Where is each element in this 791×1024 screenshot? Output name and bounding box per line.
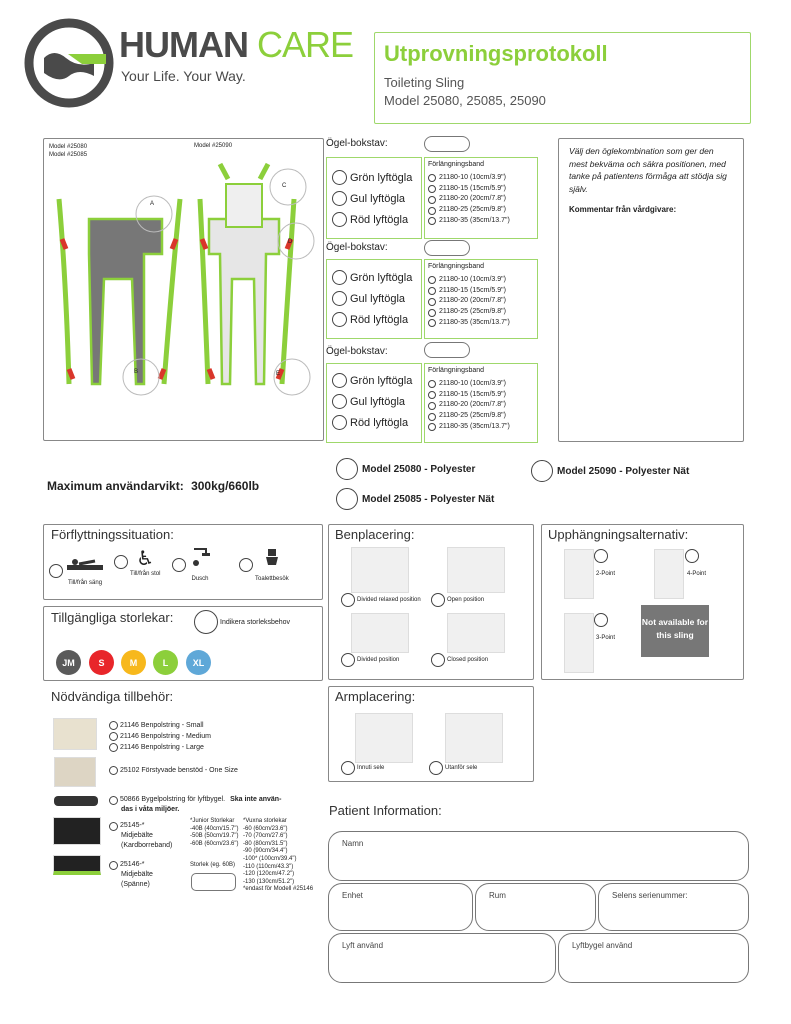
- bed-icon: [65, 555, 105, 575]
- ext-option[interactable]: 21180-10 (10cm/3.9"): [428, 275, 537, 286]
- loop-letter-label: Ögel-bokstav:: [326, 346, 388, 357]
- radio[interactable]: [332, 212, 347, 227]
- brand-human: HUMAN: [119, 24, 248, 65]
- leg-support-illustration: [54, 757, 96, 787]
- suspension-section: [541, 524, 744, 680]
- ext-option[interactable]: 21180-25 (25cm/9.8"): [428, 205, 537, 216]
- two-point-illustration: [564, 549, 594, 599]
- radio[interactable]: [332, 291, 347, 306]
- accessories-title: Nödvändiga tillbehör:: [51, 689, 174, 704]
- belt-velcro-option[interactable]: 25145-* Midjebälte (Kardborreband): [109, 821, 172, 851]
- belt-buckle-illustration: [53, 855, 101, 875]
- model-option-25085[interactable]: Model 25085 - Polyester Nät: [336, 488, 494, 510]
- loop-letter-c: C: [282, 183, 287, 189]
- loop-letter-label: Ögel-bokstav:: [326, 242, 388, 253]
- two-point-label: 2-Point: [596, 571, 616, 577]
- ext-title: Förlängningsband: [428, 263, 485, 270]
- four-point-label: 4-Point: [687, 571, 707, 577]
- patient-name-field[interactable]: Namn: [328, 831, 749, 881]
- ext-option[interactable]: 21180-25 (25cm/9.8"): [428, 411, 537, 422]
- arm-option-inside[interactable]: Innuti sele: [341, 761, 384, 775]
- model-option-25090[interactable]: Model 25090 - Polyester Nät: [531, 460, 689, 482]
- ext-option[interactable]: 21180-35 (35cm/13.7"): [428, 216, 537, 227]
- leg-option-closed[interactable]: Closed position: [431, 653, 488, 667]
- sizes-section: [43, 606, 323, 681]
- brand-care: CARE: [257, 24, 354, 65]
- bar-pad-warning: das i våta miljöer.: [121, 806, 180, 813]
- page-subtitle: Toileting Sling: [384, 75, 465, 90]
- sling-drawings-icon: [44, 159, 323, 439]
- radio[interactable]: [332, 270, 347, 285]
- ext-option[interactable]: 21180-10 (10cm/3.9"): [428, 379, 537, 390]
- transfer-section: [43, 524, 323, 600]
- loop-letter-d: D: [288, 239, 293, 245]
- ext-option[interactable]: 21180-25 (25cm/9.8"): [428, 307, 537, 318]
- option-green-loop[interactable]: Grön lyftögla: [332, 370, 421, 391]
- logo-mark-icon: [24, 18, 114, 108]
- diagram-label-right: Model #25090: [194, 143, 233, 149]
- leg-section: [328, 524, 534, 680]
- ext-option[interactable]: 21180-20 (20cm/7.8"): [428, 296, 537, 307]
- ext-option[interactable]: 21180-20 (20cm/7.8"): [428, 194, 537, 205]
- radio[interactable]: [332, 170, 347, 185]
- size-m[interactable]: M: [121, 650, 146, 675]
- arm-option-outside[interactable]: Utanför sele: [429, 761, 477, 775]
- arm-inside-illustration: [355, 713, 413, 763]
- size-jm[interactable]: JM: [56, 650, 81, 675]
- size-eg-label: Storlek (eg. 60B): [190, 862, 236, 868]
- loop-letter-input[interactable]: [424, 136, 470, 152]
- ext-option[interactable]: 21180-10 (10cm/3.9"): [428, 173, 537, 184]
- patient-title: Patient Information:: [329, 803, 442, 818]
- sizes-title: Tillgängliga storlekar:: [51, 610, 174, 625]
- model-option-25080[interactable]: Model 25080 - Polyester: [336, 458, 475, 480]
- radio[interactable]: [332, 373, 347, 388]
- bar-pad-illustration: [54, 796, 98, 806]
- size-xl[interactable]: XL: [186, 650, 211, 675]
- loop-letter-input[interactable]: [424, 342, 470, 358]
- padding-small[interactable]: 21146 Benpolstring - Small: [109, 720, 211, 731]
- header-box: [374, 32, 751, 124]
- patient-unit-field[interactable]: Enhet: [328, 883, 473, 931]
- leg-closed-illustration: [447, 613, 505, 653]
- comment-label: Kommentar från vårdgivare:: [569, 205, 677, 214]
- sling-diagram: [43, 138, 324, 441]
- suspension-option-2-point[interactable]: [594, 549, 608, 563]
- arm-section: [328, 686, 534, 782]
- four-point-illustration: [654, 549, 684, 599]
- diagram-label-left-2: Model #25085: [49, 152, 88, 158]
- leg-support-option[interactable]: 25102 Förstyvade benstöd - One Size: [109, 766, 238, 775]
- shower-icon: [188, 547, 212, 571]
- suspension-option-3-point[interactable]: [594, 613, 608, 627]
- size-s[interactable]: S: [89, 650, 114, 675]
- loop-section-1: [326, 136, 541, 242]
- toilet-icon: [260, 547, 284, 571]
- option-yellow-loop[interactable]: Gul lyftögla: [332, 391, 421, 412]
- radio[interactable]: [332, 191, 347, 206]
- junior-sizes: *Junior Storlekar -40B (40cm/15.7") -50B (50cm/19.7") -60B (60cm/23.6"): [190, 818, 239, 847]
- page-title: Utprovningsprotokoll: [384, 41, 608, 66]
- three-point-label: 3-Point: [596, 635, 616, 641]
- belt-buckle-option[interactable]: 25146-* Midjebälte (Spänne): [109, 860, 153, 890]
- belt-size-input[interactable]: [191, 873, 236, 891]
- transfer-title: Förflyttningssituation:: [51, 527, 174, 542]
- leg-padding-illustration: [53, 718, 97, 750]
- adult-sizes: *Vuxna storlekar -60 (60cm/23.6") -70 (70cm/27.6") -80 (80cm/31.5") -90 (90cm/34.4") -100* (100cm/39.4") -110 (110cm/43.3") -120 (120cm/47.2") -130 (130cm/51.2") *endast för Modell #25146: [243, 818, 314, 893]
- diagram-label-left-1: Model #25080: [49, 144, 88, 150]
- ext-title: Förlängningsband: [428, 367, 485, 374]
- ext-option[interactable]: 21180-15 (15cm/5.9"): [428, 286, 537, 297]
- radio[interactable]: [332, 312, 347, 327]
- radio[interactable]: [332, 394, 347, 409]
- logo-tagline: Your Life. Your Way.: [121, 68, 246, 84]
- leg-option-divided[interactable]: Divided position: [341, 653, 399, 667]
- size-indicate[interactable]: Indikera storleksbehov: [194, 610, 290, 634]
- not-available-badge: Not available for this sling: [641, 605, 709, 657]
- belt-velcro-illustration: [53, 817, 101, 845]
- option-yellow-loop[interactable]: Gul lyftögla: [332, 188, 421, 209]
- suspension-title: Upphängningsalternativ:: [548, 527, 689, 542]
- suspension-option-4-point[interactable]: [685, 549, 699, 563]
- ext-title: Förlängningsband: [428, 161, 485, 168]
- leg-option-divided-relaxed[interactable]: Divided relaxed position: [341, 593, 421, 607]
- lift-used-field[interactable]: Lyft använd: [328, 933, 556, 983]
- transfer-option-chair[interactable]: ♿ Till/från stol: [114, 547, 160, 577]
- option-red-loop[interactable]: Röd lyftögla: [332, 412, 421, 433]
- leg-option-open[interactable]: Open position: [431, 593, 484, 607]
- loop-section-3: [326, 342, 541, 446]
- option-yellow-loop[interactable]: Gul lyftögla: [332, 288, 421, 309]
- note-text: Välj den öglekombination som ger den mest bekväma och säkra positionen, med tanke på patientens förmåga att stödja sig själv.: [569, 146, 727, 194]
- spreader-bar-field[interactable]: Lyftbygel använd: [558, 933, 749, 983]
- three-point-illustration: [564, 613, 594, 673]
- wheelchair-icon: ♿: [136, 548, 155, 570]
- leg-divided-illustration: [351, 613, 409, 653]
- ext-option[interactable]: 21180-15 (15cm/5.9"): [428, 390, 537, 401]
- size-l[interactable]: L: [153, 650, 178, 675]
- max-weight: Maximum användarvikt: 300kg/660lb: [47, 479, 260, 493]
- ext-option[interactable]: 21180-35 (35cm/13.7"): [428, 422, 537, 433]
- padding-large[interactable]: 21146 Benpolstring - Large: [109, 742, 211, 753]
- transfer-option-shower[interactable]: Dusch: [172, 547, 212, 582]
- loop-letter-a: A: [150, 201, 155, 207]
- loop-letter-input[interactable]: [424, 240, 470, 256]
- loop-section-2: [326, 240, 541, 346]
- sling-serial-field[interactable]: Selens serienummer:: [598, 883, 749, 931]
- option-green-loop[interactable]: Grön lyftögla: [332, 167, 421, 188]
- page-models: Model 25080, 25085, 25090: [384, 93, 546, 108]
- patient-room-field[interactable]: Rum: [475, 883, 596, 931]
- arm-outside-illustration: [445, 713, 503, 763]
- arm-title: Armplacering:: [335, 689, 416, 704]
- note-box[interactable]: [558, 138, 744, 442]
- leg-title: Benplacering:: [335, 527, 415, 542]
- option-red-loop[interactable]: Röd lyftögla: [332, 209, 421, 230]
- loop-letter-b: B: [134, 369, 139, 375]
- logo: [24, 18, 354, 108]
- ext-option[interactable]: 21180-15 (15cm/5.9"): [428, 184, 537, 195]
- ext-option[interactable]: 21180-20 (20cm/7.8"): [428, 400, 537, 411]
- loop-letter-e: E: [276, 371, 281, 377]
- option-red-loop[interactable]: Röd lyftögla: [332, 309, 421, 330]
- ext-option[interactable]: 21180-35 (35cm/13.7"): [428, 318, 537, 329]
- option-green-loop[interactable]: Grön lyftögla: [332, 267, 421, 288]
- leg-open-illustration: [447, 547, 505, 593]
- loop-letter-label: Ögel-bokstav:: [326, 138, 388, 149]
- padding-medium[interactable]: 21146 Benpolstring - Medium: [109, 731, 211, 742]
- leg-divided-relaxed-illustration: [351, 547, 409, 593]
- bar-pad-option[interactable]: 50866 Bygelpolstring för lyftbygel. Ska inte använ-: [109, 795, 281, 805]
- transfer-option-bed[interactable]: Till/från säng: [49, 555, 105, 586]
- transfer-option-toilet[interactable]: Toalettbesök: [239, 547, 289, 582]
- radio[interactable]: [332, 415, 347, 430]
